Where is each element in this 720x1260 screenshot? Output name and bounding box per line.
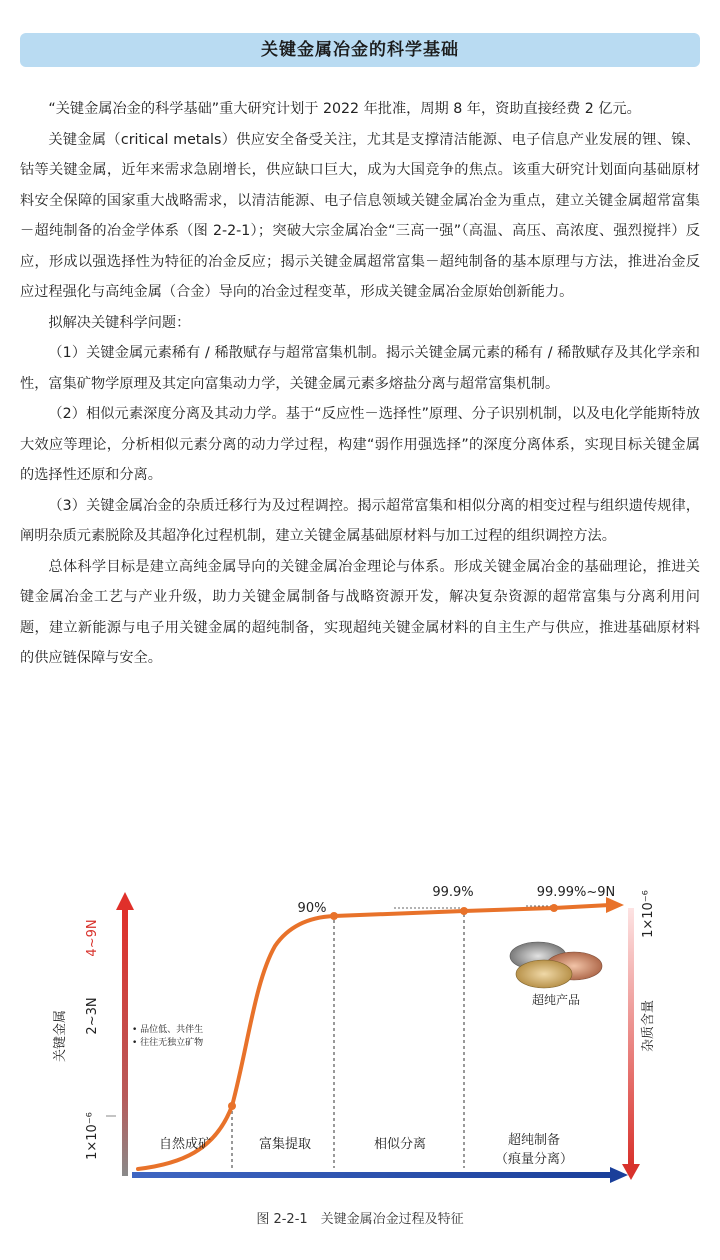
- paragraph-intro: “关键金属冶金的科学基础”重大研究计划于 2022 年批准，周期 8 年，资助直接经费 2 亿元。: [48, 101, 641, 117]
- left-tick-high: 4~9N: [85, 919, 100, 957]
- curve-point-90: [330, 912, 338, 920]
- curve-point-99-9: [460, 907, 468, 915]
- curve-point-9n: [550, 904, 558, 912]
- paragraph-question-1: （1）关键金属元素稀有 / 稀散赋存与超常富集机制。揭示关键金属元素的稀有 / 稀散赋存及其化学亲和性，富集矿物学原理及其定向富集动力学，关键金属元素多熔盐分离与超常富集机制。: [20, 345, 700, 392]
- right-axis-arrowhead: [622, 1164, 640, 1180]
- product-discs-image: [510, 942, 602, 988]
- paragraph-background: 关键金属（critical metals）供应安全备受关注，尤其是支撑清洁能源、电子信息产业发展的锂、镍、钴等关键金属，近年来需求急剧增长，供应缺口巨大，成为大国竞争的焦点。该重大研究计划面向基础原材料安全保障的国家重大战略需求，以清洁能源、电子信息领域关键金属冶金为重点，建立关键金属超常富集－超纯制备的冶金学体系（图 2-2-1）；突破大宗金属冶金“三高一强”（高温、高压、高浓度、强烈搅拌）反应，形成以强选择性为特征的冶金反应；揭示关键金属超常富集－超纯制备的基本原理与方法，推进冶金反应过程强化与高纯金属（合金）导向的冶金过程变革，形成关键金属冶金原始创新能力。: [20, 131, 700, 300]
- left-axis-label: 关键金属: [53, 1009, 68, 1063]
- paragraph-question-3: （3）关键金属冶金的杂质迁移行为及过程调控。揭示超常富集和相似分离的相变过程与组织遗传规律，阐明杂质元素脱除及其超净化过程机制，建立关键金属基础原材料与加工过程的组织调控方法。: [20, 497, 700, 544]
- left-axis-arrowhead: [116, 892, 134, 910]
- stage-separation: 相似分离: [373, 1137, 427, 1152]
- stage-natural: 自然成矿: [158, 1137, 212, 1152]
- right-axis-bar: [628, 908, 634, 1166]
- right-tick: 1×10⁻⁶: [641, 890, 656, 938]
- stage-ultrapure-sub: （痕量分离）: [494, 1152, 574, 1167]
- label-99-9: 99.9%: [432, 886, 474, 900]
- process-figure: [50, 886, 670, 1200]
- stage-ultrapure: 超纯制备: [507, 1133, 561, 1148]
- product-label: 超纯产品: [531, 993, 581, 1007]
- base-axis: [132, 1172, 612, 1178]
- bullet-1: • 品位低、共伴生: [132, 1025, 204, 1035]
- right-axis-label: 杂质含量: [641, 999, 656, 1053]
- curve-point-start: [228, 1102, 236, 1110]
- paragraph-questions-heading: 拟解决关键科学问题：: [48, 314, 191, 331]
- stage-enrichment: 富集提取: [258, 1137, 312, 1152]
- section-title-banner: [20, 33, 700, 67]
- figure-caption: 图 2-2-1 关键金属冶金过程及特征: [256, 1212, 464, 1227]
- section-title: 关键金属冶金的科学基础: [261, 40, 459, 60]
- body-text: [20, 94, 700, 674]
- bullet-2: • 往往无独立矿物: [132, 1038, 204, 1048]
- label-90: 90%: [297, 901, 327, 916]
- left-tick-low: 1×10⁻⁶: [85, 1112, 100, 1160]
- left-axis-bar: [122, 908, 128, 1176]
- paragraph-question-2: （2）相似元素深度分离及其动力学。基于“反应性－选择性”原理、分子识别机制，以及电化学能斯特放大效应等理论，分析相似元素分离的动力学过程，构建“弱作用强选择”的深度分离体系，实现目标关键金属的选择性还原和分离。: [20, 406, 700, 483]
- label-9n: 99.99%~9N: [536, 886, 616, 900]
- paragraph-goal: 总体科学目标是建立高纯金属导向的关键金属冶金理论与体系。形成关键金属冶金的基础理论，推进关键金属冶金工艺与产业升级，助力关键金属制备与战略资源开发，解决复杂资源的超常富集与分离利用问题，建立新能源与电子用关键金属的超纯制备，实现超纯关键金属材料的自主生产与供应，推进基础原材料的供应链保障与安全。: [20, 558, 700, 666]
- process-diagram: [50, 886, 670, 1196]
- left-tick-mid: 2~3N: [85, 997, 100, 1035]
